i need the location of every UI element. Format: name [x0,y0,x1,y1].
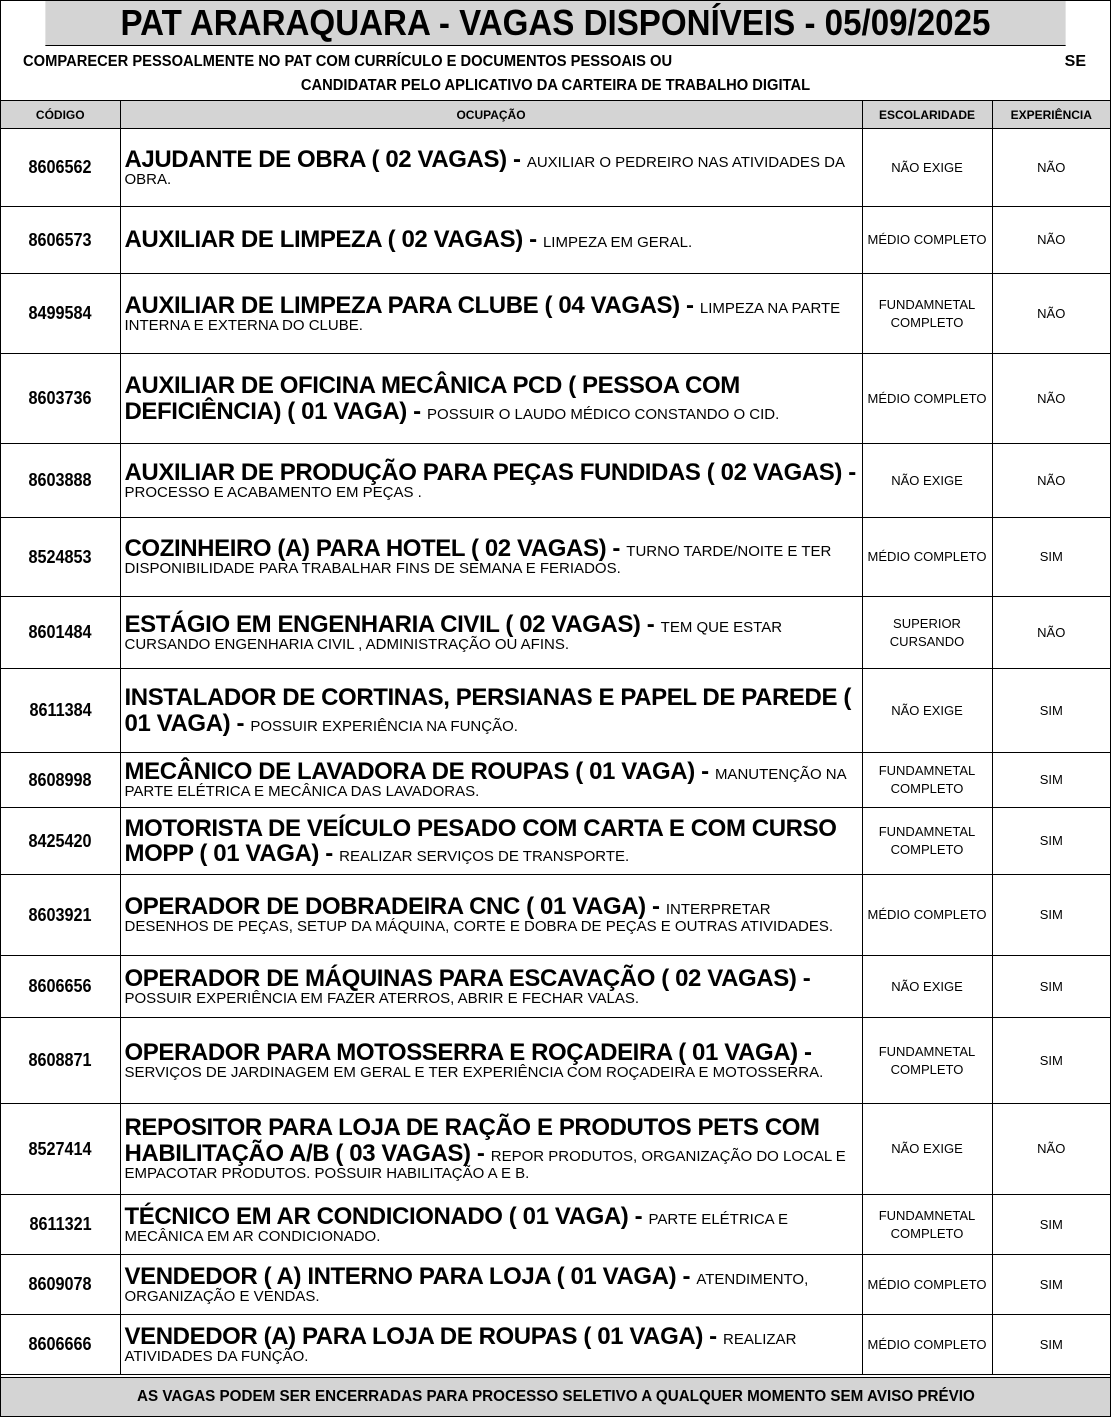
cell-experience [992,669,1110,753]
instructions-line-2: CANDIDATAR PELO APLICATIVO DA CARTEIRA DE TRABALHO DIGITAL [300,77,811,94]
cell-occupation [120,753,862,808]
job-description: MANUTENÇÃO NA PARTE ELÉTRICA E MECÂNICA DAS LAVADORAS. [124,766,846,801]
education-value: NÃO EXIGE [891,472,963,488]
cell-experience [992,597,1110,669]
cell-occupation [120,875,862,956]
job-title: OPERADOR DE DOBRADEIRA CNC ( 01 VAGA) - [124,893,666,920]
cell-occupation [120,354,862,444]
header-occupation: OCUPAÇÃO [120,101,862,129]
job-code: 8608871 [28,1050,92,1070]
cell-occupation [120,1315,862,1375]
cell-code [1,956,120,1018]
job-code: 8606666 [28,1334,92,1354]
job-description: TEM QUE ESTAR CURSANDO ENGENHARIA CIVIL , ADMINISTRAÇÃO OU AFINS. [124,618,783,653]
education-value: NÃO EXIGE [891,702,963,718]
cell-experience [992,753,1110,808]
cell-experience [992,274,1110,354]
job-title: MOTORISTA DE VEÍCULO PESADO COM CARTA E COM CURSO MOPP ( 01 VAGA) - [124,814,837,867]
cell-code [1,1255,120,1315]
footer-text: AS VAGAS PODEM SER ENCERRADAS PARA PROCESSO SELETIVO A QUALQUER MOMENTO SEM AVISO PRÉVIO [136,1388,975,1405]
cell-experience [992,1255,1110,1315]
education-value: FUNDAMNETAL COMPLETO [878,824,976,857]
cell-education [862,1315,992,1375]
instructions-se: SE [1064,53,1086,70]
cell-education [862,1195,992,1255]
job-code: 8606562 [28,157,92,177]
cell-code [1,518,120,597]
cell-education [862,1255,992,1315]
cell-code [1,597,120,669]
job-description: REPOR PRODUTOS, ORGANIZAÇÃO DO LOCAL E EMPACOTAR PRODUTOS. POSSUIR HABILITAÇÃO A E B. [124,1147,846,1182]
job-title: TÉCNICO EM AR CONDICIONADO ( 01 VAGA) - [124,1202,649,1230]
table-row [1,518,1110,597]
education-value: FUNDAMNETAL COMPLETO [878,1043,976,1077]
cell-education [862,274,992,354]
cell-education [862,1018,992,1104]
education-value: NÃO EXIGE [891,1141,963,1156]
cell-code [1,669,120,753]
experience-value: SIM [1039,772,1063,787]
cell-experience [992,1018,1110,1104]
experience-value: NÃO [1037,624,1066,640]
cell-education [862,354,992,444]
table-row [1,444,1110,518]
experience-value: SIM [1039,549,1063,564]
cell-code [1,1315,120,1375]
cell-occupation [120,207,862,274]
job-title: VENDEDOR (A) PARA LOJA DE ROUPAS ( 01 VAGA) - [124,1322,724,1350]
job-title: AUXILIAR DE OFICINA MECÂNICA PCD ( PESSOA COM DEFICIÊNCIA) ( 01 VAGA) - [124,372,740,425]
cell-code [1,1104,120,1195]
job-code: 8609078 [28,1274,92,1294]
job-title: OPERADOR PARA MOTOSSERRA E ROÇADEIRA ( 01 VAGA) - [124,1038,812,1066]
cell-occupation [120,1255,862,1315]
cell-code [1,875,120,956]
experience-value: SIM [1039,978,1063,994]
cell-occupation [120,1018,862,1104]
job-code: 8606573 [28,229,92,250]
job-code: 8601484 [28,622,92,642]
table-row [1,597,1110,669]
cell-code [1,1018,120,1104]
job-description: LIMPEZA NA PARTE INTERNA E EXTERNA DO CLUBE. [124,299,841,334]
cell-code [1,753,120,808]
job-description: LIMPEZA EM GERAL. [542,234,693,252]
job-code: 8606656 [28,976,92,996]
job-description: POSSUIR EXPERIÊNCIA EM FAZER ATERROS, ABRIR E FECHAR VALAS. [124,989,640,1007]
job-code: 8527414 [28,1138,92,1159]
education-value: NÃO EXIGE [891,159,963,175]
job-title: AJUDANTE DE OBRA ( 02 VAGAS) - [124,145,527,173]
job-code: 8499584 [28,303,92,323]
jobs-table [1,101,1110,1375]
education-value: MÉDIO COMPLETO [867,1336,987,1352]
cell-experience [992,1104,1110,1195]
table-row [1,1315,1110,1375]
cell-code [1,1195,120,1255]
cell-code [1,274,120,354]
cell-experience [992,444,1110,518]
job-description: PARTE ELÉTRICA E MECÂNICA EM AR CONDICIONADO. [124,1210,789,1245]
cell-experience [992,354,1110,444]
table-row [1,354,1110,444]
cell-code [1,354,120,444]
cell-experience [992,808,1110,875]
cell-occupation [120,1195,862,1255]
cell-code [1,129,120,207]
job-title: VENDEDOR ( A) INTERNO PARA LOJA ( 01 VAGA) - [124,1262,697,1290]
job-description: POSSUIR O LAUDO MÉDICO CONSTANDO O CID. [427,405,780,423]
job-description: AUXILIAR O PEDREIRO NAS ATIVIDADES DA OBRA. [124,153,845,188]
table-row [1,1195,1110,1255]
header-education: ESCOLARIDADE [862,101,992,129]
cell-experience [992,207,1110,274]
education-value: MÉDIO COMPLETO [867,907,987,922]
experience-value: SIM [1039,1216,1063,1232]
table-row [1,1104,1110,1195]
job-title: AUXILIAR DE LIMPEZA PARA CLUBE ( 04 VAGAS) - [124,291,700,319]
cell-occupation [120,669,862,753]
job-description: TURNO TARDE/NOITE E TER DISPONIBILIDADE PARA TRABALHAR FINS DE SEMANA E FERIADOS. [124,543,832,578]
table-row [1,1018,1110,1104]
cell-occupation [120,808,862,875]
cell-experience [992,518,1110,597]
education-value: NÃO EXIGE [891,978,963,994]
job-code: 8611321 [29,1214,92,1234]
cell-education [862,875,992,956]
cell-education [862,669,992,753]
table-row [1,669,1110,753]
job-code: 8611384 [29,700,92,720]
cell-occupation [120,444,862,518]
cell-education [862,444,992,518]
footer-notice [1,1377,1110,1416]
header-code: CÓDIGO [1,101,120,129]
page-title: PAT ARARAQUARA - VAGAS DISPONÍVEIS - 05/09/2025 [45,1,1065,46]
cell-experience [992,129,1110,207]
cell-code [1,808,120,875]
cell-education [862,956,992,1018]
cell-education [862,808,992,875]
education-value: MÉDIO COMPLETO [867,390,987,406]
job-code: 8603888 [28,470,92,490]
job-code: 8524853 [28,546,92,567]
cell-education [862,597,992,669]
experience-value: SIM [1039,1276,1063,1292]
cell-occupation [120,274,862,354]
job-description: REALIZAR ATIVIDADES DA FUNÇÃO. [124,1330,797,1365]
table-row [1,1255,1110,1315]
experience-value: NÃO [1037,159,1066,175]
job-title: REPOSITOR PARA LOJA DE RAÇÃO E PRODUTOS PETS COM HABILITAÇÃO A/B ( 03 VAGAS) - [124,1114,820,1167]
education-value: MÉDIO COMPLETO [867,549,987,564]
education-value: SUPERIOR CURSANDO [889,615,965,649]
table-row [1,753,1110,808]
job-title: OPERADOR DE MÁQUINAS PARA ESCAVAÇÃO ( 02 VAGAS) - [124,964,811,992]
job-title: INSTALADOR DE CORTINAS, PERSIANAS E PAPEL DE PAREDE ( 01 VAGA) - [124,684,851,737]
instructions-line-1: COMPARECER PESSOALMENTE NO PAT COM CURRÍCULO E DOCUMENTOS PESSOAIS OU [23,53,673,70]
job-title: ESTÁGIO EM ENGENHARIA CIVIL ( 02 VAGAS) - [124,610,661,638]
cell-education [862,1104,992,1195]
experience-value: SIM [1039,702,1063,718]
cell-occupation [120,518,862,597]
table-row [1,207,1110,274]
experience-value: SIM [1039,1336,1063,1352]
education-value: FUNDAMNETAL COMPLETO [878,1207,976,1241]
job-title: COZINHEIRO (A) PARA HOTEL ( 02 VAGAS) - [124,535,627,562]
experience-value: SIM [1039,833,1063,848]
instructions-block [1,46,1110,101]
education-value: FUNDAMNETAL COMPLETO [878,296,976,330]
job-code: 8603921 [28,904,92,925]
cell-experience [992,1195,1110,1255]
job-description: INTERPRETAR DESENHOS DE PEÇAS, SETUP DA MÁQUINA, CORTE E DOBRA DE PEÇAS E OUTRAS ATIVIDADES. [124,901,834,936]
job-title: MECÂNICO DE LAVADORA DE ROUPAS ( 01 VAGA) - [124,758,715,785]
job-description: POSSUIR EXPERIÊNCIA NA FUNÇÃO. [250,717,518,735]
experience-value: NÃO [1037,232,1066,247]
cell-education [862,518,992,597]
table-row [1,808,1110,875]
education-value: MÉDIO COMPLETO [867,1276,987,1292]
experience-value: NÃO [1037,305,1066,321]
experience-value: NÃO [1037,1141,1066,1156]
job-description: REALIZAR SERVIÇOS DE TRANSPORTE. [339,848,630,865]
experience-value: SIM [1039,1052,1063,1068]
job-title: AUXILIAR DE LIMPEZA ( 02 VAGAS) - [124,226,543,254]
job-code: 8608998 [28,769,92,790]
education-value: MÉDIO COMPLETO [867,232,987,247]
job-description: ATENDIMENTO, ORGANIZAÇÃO E VENDAS. [124,1270,809,1305]
education-value: FUNDAMNETAL COMPLETO [878,763,976,796]
job-description: SERVIÇOS DE JARDINAGEM EM GERAL E TER EXPERIÊNCIA COM ROÇADEIRA E MOTOSSERRA. [124,1063,824,1081]
header-experience: EXPERIÊNCIA [992,101,1110,129]
cell-occupation [120,597,862,669]
cell-code [1,207,120,274]
job-code: 8603736 [28,388,92,408]
cell-occupation [120,129,862,207]
table-row [1,129,1110,207]
cell-code [1,444,120,518]
cell-education [862,753,992,808]
table-header-row [1,101,1110,129]
cell-experience [992,875,1110,956]
cell-education [862,129,992,207]
cell-experience [992,1315,1110,1375]
cell-occupation [120,1104,862,1195]
table-row [1,274,1110,354]
cell-occupation [120,956,862,1018]
cell-experience [992,956,1110,1018]
cell-education [862,207,992,274]
job-code: 8425420 [28,830,92,851]
job-title: AUXILIAR DE PRODUÇÃO PARA PEÇAS FUNDIDAS ( 02 VAGAS) - [124,458,856,486]
experience-value: SIM [1039,907,1063,922]
experience-value: NÃO [1037,390,1066,406]
experience-value: NÃO [1037,472,1066,488]
job-description: PROCESSO E ACABAMENTO EM PEÇAS . [124,483,422,501]
table-row [1,875,1110,956]
table-row [1,956,1110,1018]
